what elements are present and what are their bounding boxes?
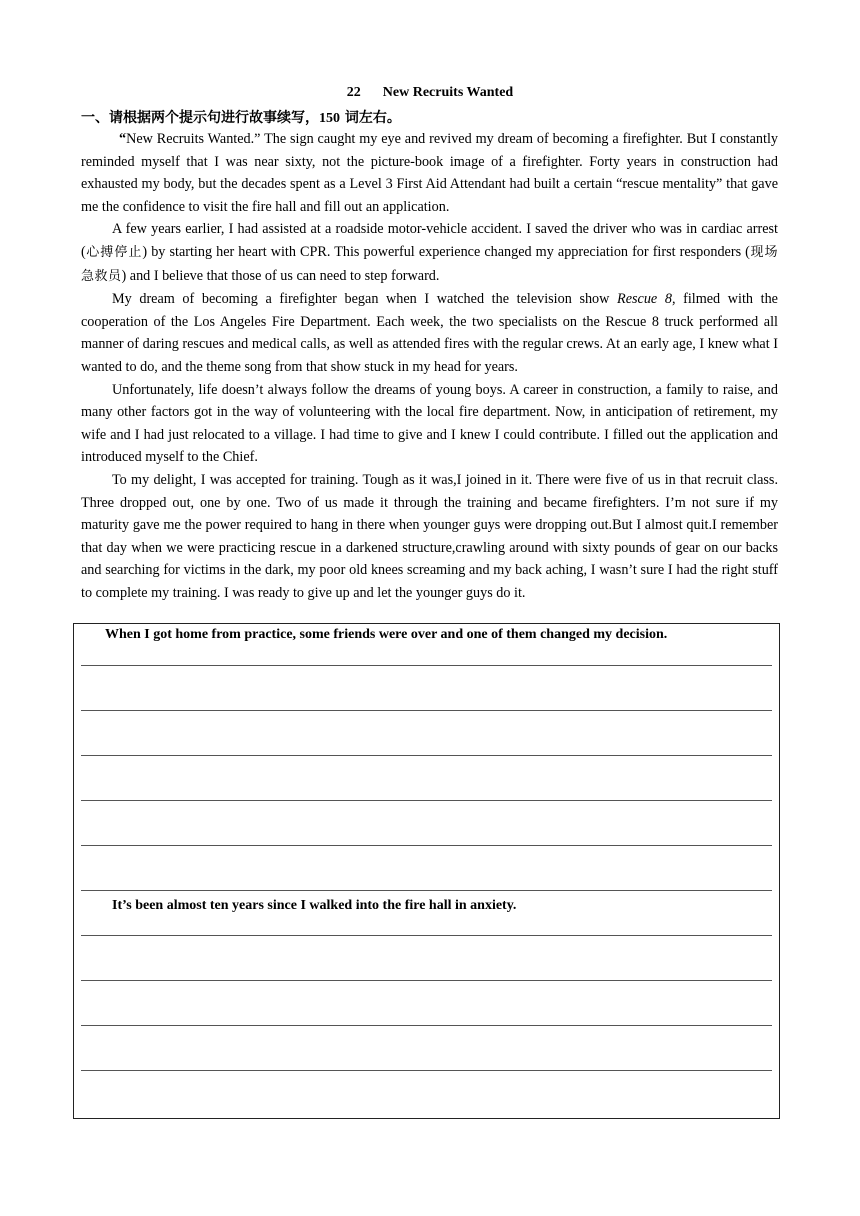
show-title: Rescue 8	[617, 291, 672, 308]
writing-line[interactable]	[81, 935, 772, 936]
writing-line[interactable]	[81, 755, 772, 756]
prompt-sentence-2: It’s been almost ten years since I walked into the fire hall in anxiety.	[112, 898, 517, 913]
question-number: 22	[346, 85, 361, 100]
writing-line[interactable]	[81, 800, 772, 801]
paragraph-4: Unfortunately, life doesn’t always follow the dreams of young boys. A career in construction, a family to raise, and many other factors got in the way of volunteering with the local fire department. Now, in anticipation of retirement, my wife and I had just relocated to a village. I had time to give and I knew I could contribute. I filled out the application and introduced myself to the Chief.	[81, 381, 778, 466]
paragraph-1	[81, 128, 778, 218]
writing-line[interactable]	[81, 1070, 772, 1071]
paragraph-5: To my delight, I was accepted for training. Tough as it was,I joined in it. There were five of us in that recruit class. Three dropped out, one by one. Two of us made it through the training and became firefighters. I’m not sure if my maturity gave me the power required to hang in there when younger guys were dropping out.But I almost quit.I remember that day when we were practicing rescue in a darkened structure,crawling around with sixty pounds of gear on our backs and searching for victims in the dark, my poor old knees screaming and my back aching, I wasn’t sure I had the right stuff to complete my training. I was ready to give up and let the younger guys do it.	[81, 471, 778, 601]
paragraph-2-part-3: ) and I believe that those of us can need to step forward.	[121, 267, 440, 284]
open-quote: “	[119, 131, 127, 147]
paragraph-2-part-2: ) by starting her heart with CPR. This powerful experience changed my appreciation for first responders (	[142, 243, 750, 260]
paragraph-1-text: New Recruits Wanted.” The sign caught my eye and revived my dream of becoming a firefighter. But I constantly reminded myself that I was near sixty, not the picture-book image of a firefighter. Forty years in construction had exhausted my body, but the decades spent as a Level 3 First Aid Attendant had built a certain “rescue mentality” that gave me the confidence to visit the fire hall and fill out an application.	[81, 131, 778, 215]
story-passage	[81, 128, 778, 604]
gloss-cardiac-arrest: 心搏停止	[85, 244, 143, 260]
instruction-text: 一、请根据两个提示句进行故事续写，	[81, 110, 319, 126]
writing-line[interactable]	[81, 980, 772, 981]
page-title	[0, 85, 860, 101]
writing-line[interactable]	[81, 710, 772, 711]
instruction-suffix: 词左右。	[340, 110, 401, 126]
word-count: 150	[319, 111, 340, 126]
writing-line[interactable]	[81, 890, 772, 891]
writing-line[interactable]	[81, 665, 772, 666]
prompt-sentence-1: When I got home from practice, some friends were over and one of them changed my decision.	[105, 627, 668, 642]
paragraph-2	[81, 218, 778, 288]
paragraph-3-part-2: , filmed with the cooperation of the Los Angeles Fire Department. Each week, the two specialists on the Rescue 8 truck performed all manner of daring rescues and medical calls, as well as attended fires with the regular crews. At an early age, I knew what I wanted to do, and the theme song from that show stuck in my head for years.	[81, 291, 778, 375]
gloss-first-responders: 现场急救员	[81, 244, 778, 284]
writing-area	[73, 623, 780, 1119]
paragraph-2-part-1: A few years earlier, I had assisted at a roadside motor-vehicle accident. I saved the driver who was in cardiac arrest (	[81, 221, 778, 260]
task-instruction	[81, 107, 401, 127]
writing-line[interactable]	[81, 845, 772, 846]
writing-line[interactable]	[81, 1025, 772, 1026]
paragraph-3	[81, 288, 778, 378]
paragraph-3-part-1: My dream of becoming a firefighter began when I watched the television show	[112, 291, 618, 308]
story-title: New Recruits Wanted	[382, 85, 514, 100]
